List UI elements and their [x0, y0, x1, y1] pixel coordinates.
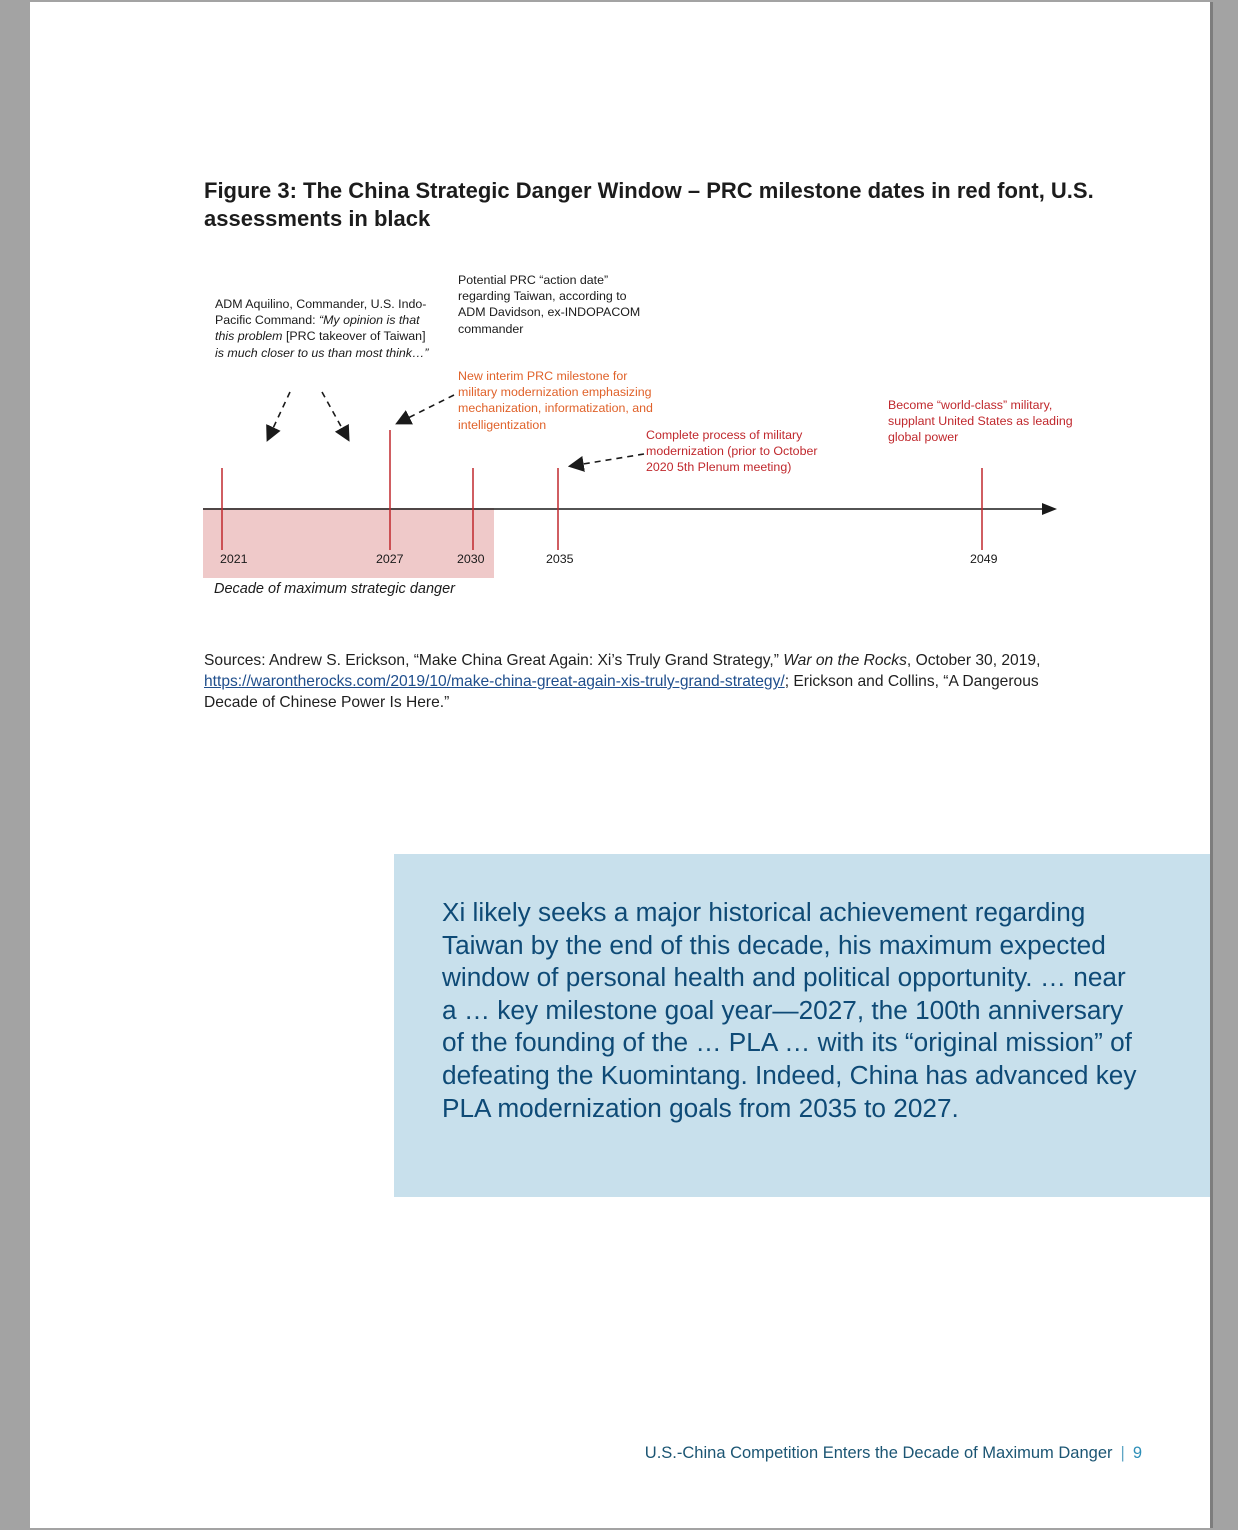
arrow-aquilino-right [322, 392, 348, 439]
aquilino-bracket: [PRC takeover of Taiwan] [285, 329, 426, 344]
annotation-aquilino [215, 296, 430, 361]
arrow-aquilino-left [268, 392, 290, 439]
annotation-davidson: Potential PRC “action date” regarding Taiwan, according to ADM Davidson, ex-INDOPACOM commander [458, 273, 641, 336]
pull-quote-box [394, 854, 1210, 1197]
year-label-2030: 2030 [457, 552, 485, 566]
aquilino-intro: ADM Aquilino, Commander, U.S. Indo-Pacific Command: [215, 297, 427, 328]
aquilino-quote-part-1: “My opinion is that this problem [215, 313, 420, 344]
year-label-2027: 2027 [376, 552, 404, 566]
year-label-2049: 2049 [970, 552, 998, 566]
document-page [30, 2, 1210, 1528]
page-number: 9 [1132, 1444, 1142, 1462]
pull-quote-text: Xi likely seeks a major historical achievement regarding Taiwan by the end of this decade, his maximum expected window of personal health and political opportunity. … near a … key milestone goal year—2027, the 100th anniversary of the founding of the … PLA … with its “original mission” of defeating the Kuomintang. Indeed, China has advanced key PLA modernization goals from 2035 to 2027. [442, 897, 1137, 1123]
year-label-2021: 2021 [220, 552, 248, 566]
sources-prefix: Sources: Andrew S. Erickson, “Make China Great Again: Xi’s Truly Grand Strategy,” [204, 652, 784, 669]
aquilino-quote-part-2: is much closer to us than most think…” [215, 345, 429, 360]
sources-date: , October 30, 2019, [906, 652, 1041, 669]
page-edge-shadow [1210, 2, 1213, 1528]
sources-link[interactable]: https://warontherocks.com/2019/10/make-china-great-again-xis-truly-grand-strategy/ [204, 673, 785, 690]
page-footer [645, 1444, 1142, 1463]
annotation-world-class: Become “world-class” military, supplant United States as leading global power [888, 398, 1073, 445]
arrow-interim-milestone [398, 395, 454, 423]
timeline-arrowhead [1042, 503, 1057, 515]
sources-publication: War on the Rocks [783, 652, 907, 669]
arrow-complete-modernization [571, 454, 644, 466]
sources-note [204, 650, 1064, 713]
footer-separator: | [1120, 1444, 1125, 1462]
annotation-complete-modernization: Complete process of military modernization (prior to October 2020 5th Plenum meeting) [646, 428, 818, 475]
decade-label: Decade of maximum strategic danger [214, 581, 455, 597]
sources-suffix: ; Erickson and Collins, “A Dangerous Decade of Chinese Power Is Here.” [204, 673, 1039, 711]
figure-title: Figure 3: The China Strategic Danger Window – PRC milestone dates in red font, U.S. assessments in black [204, 178, 1094, 231]
year-label-2035: 2035 [546, 552, 574, 566]
footer-title: U.S.-China Competition Enters the Decade of Maximum Danger [644, 1444, 1113, 1462]
annotation-interim-milestone: New interim PRC milestone for military modernization emphasizing mechanization, informatization, and intelligentization [458, 369, 653, 432]
